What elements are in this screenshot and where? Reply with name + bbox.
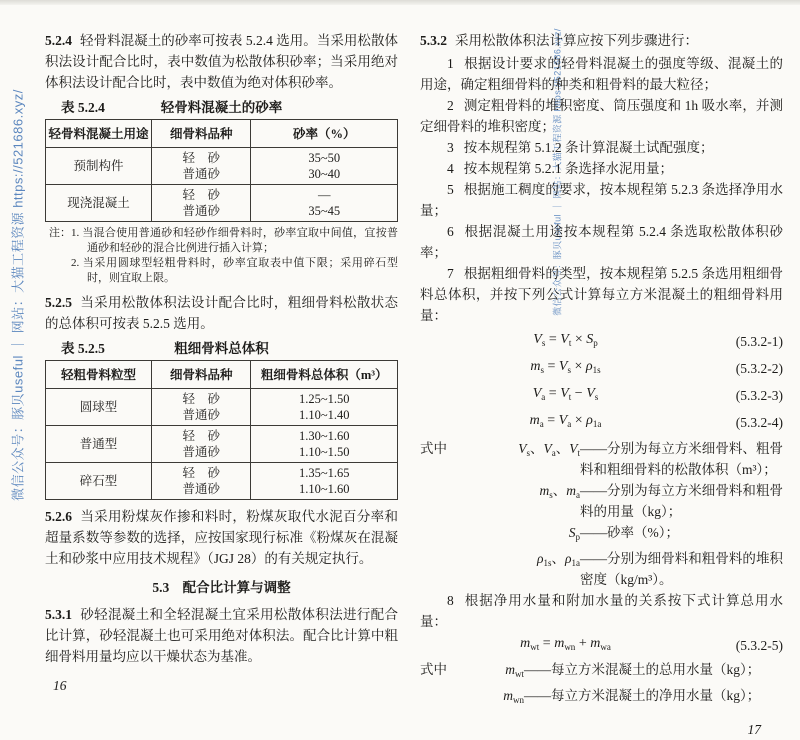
step-6: 6 根据混凝土用途按本规程第 5.2.4 条选取松散体积砂率；: [420, 224, 783, 260]
equation-number: (5.3.2-4): [735, 415, 783, 430]
definition: [420, 685, 783, 711]
cell-fine-aggregate: 轻 砂 普通砂: [152, 463, 251, 500]
section-5-2-4: [45, 30, 398, 93]
step-4: 4 按本规程第 5.2.1 条选择水泥用量；: [447, 161, 673, 176]
table-title: 粗细骨料总体积: [174, 341, 269, 356]
equation-group: [420, 328, 783, 436]
table-header-row: [46, 361, 398, 389]
section-text: 当采用松散体积法设计配合比时，粗细骨料松散状态的总体积可按表 5.2.5 选用。: [45, 295, 398, 331]
cell-shape: 普通型: [46, 426, 152, 463]
equation-5321: [420, 328, 783, 355]
page-number-right: 17: [747, 722, 761, 737]
section-text: 当采用粉煤灰作掺和料时，粉煤灰取代水泥百分率和超量系数等参数的选择，应按国家现行标准《粉煤灰在混凝土和砂浆中应用技术规程》（JGJ 28）的有关规定执行。: [45, 509, 398, 566]
section-5-2-6: [45, 506, 398, 569]
cell-use: 预制构件: [46, 148, 152, 185]
equation-5324: [420, 409, 783, 436]
step-2: 2 测定粗骨料的堆积密度、筒压强度和 1h 吸水率，并测定细骨料的堆积密度；: [420, 98, 783, 134]
col-header: 细骨料品种: [152, 120, 251, 148]
cell-fine-aggregate: 轻 砂 普通砂: [152, 389, 251, 426]
section-number: 5.2.5: [45, 295, 72, 310]
section-5-2-5: [45, 292, 398, 334]
equation-number: (5.3.2-5): [735, 638, 783, 653]
section-number: 5.2.6: [45, 509, 72, 524]
section-text: 采用松散体积法计算应按下列步骤进行：: [455, 33, 698, 48]
table-5-2-4-caption: [45, 97, 398, 119]
step-5: 5 根据施工稠度的要求，按本规程第 5.2.3 条选择净用水量；: [420, 182, 783, 218]
cell-volume: 1.25~1.50 1.10~1.40: [251, 389, 398, 426]
table-label: 表 5.2.5: [61, 341, 105, 356]
cell-shape: 碎石型: [46, 463, 152, 500]
cell-sand-ratio: 35~50 30~40: [251, 148, 398, 185]
note-item: 1. 当混合使用普通砂和轻砂作细骨料时，砂率宜取中间值，宜按普通砂和轻砂的混合比例进行插入计算；: [71, 227, 398, 254]
definition: [420, 548, 783, 590]
definitions-label: 式中: [420, 441, 447, 456]
table-row: [46, 426, 398, 463]
table-row: [46, 389, 398, 426]
def-desc: ——砂率（%）；: [580, 525, 679, 540]
equation-5323: [420, 382, 783, 409]
equation-number: (5.3.2-1): [735, 334, 783, 349]
table-label: 表 5.2.4: [61, 100, 105, 115]
col-header: 砂率（%）: [251, 120, 398, 148]
table-5-2-4: [45, 119, 398, 222]
section-5-3-1: [45, 604, 398, 667]
table-row: [46, 463, 398, 500]
formula: $V_a = V_t - V_s$: [532, 386, 599, 402]
col-header: 粗细骨料总体积（m³）: [251, 361, 398, 389]
table-notes: [45, 226, 398, 286]
table-row: [46, 185, 398, 222]
cell-volume: 1.35~1.65 1.10~1.60: [251, 463, 398, 500]
notes-label: 注：: [49, 227, 71, 239]
equation-number: (5.3.2-2): [735, 361, 783, 376]
page-number-left: 16: [53, 678, 67, 693]
cell-shape: 圆球型: [46, 389, 152, 426]
def-desc: ——分别为细骨料和粗骨料的堆积密度（kg/m³）。: [580, 551, 783, 587]
section-number: 5.2.4: [45, 33, 72, 48]
definition: [420, 480, 783, 522]
page-right: [420, 30, 783, 740]
step-8: 8 根据净用水量和附加水量的关系按下式计算总用水量：: [420, 593, 783, 629]
watermark-right: 微信公众号：豚贝useful ｜ 网站：大猫工程资源 https://521686.xyz/: [552, 28, 563, 316]
step-3: 3 按本规程第 5.1.2 条计算混凝土试配强度；: [447, 140, 714, 155]
scan-edge-artifact: [0, 0, 800, 5]
def-term: $m_s$、$m_a$: [539, 483, 580, 500]
equation-5325: [420, 632, 783, 659]
page-left: [45, 30, 398, 696]
def-desc: ——每立方米混凝土的净用水量（kg）；: [524, 688, 761, 703]
table-title: 轻骨料混凝土的砂率: [160, 100, 283, 115]
table-5-2-5: [45, 360, 398, 500]
section-number: 5.3.1: [45, 607, 72, 622]
section-text: 轻骨料混凝土的砂率可按表 5.2.4 选用。当采用松散体积法设计配合比时，表中数值为松散体积砂率；当采用绝对体积法设计配合比时，表中数值为绝对体积砂率。: [45, 33, 398, 90]
symbol-definitions-2: [420, 659, 783, 711]
table-5-2-5-caption: [45, 338, 398, 360]
step-7: 7 根据粗细骨料的类型，按本规程第 5.2.5 条选用粗细骨料总体积，并按下列公式计算每立方米混凝土的粗细骨料用量：: [420, 266, 783, 323]
cell-fine-aggregate: 轻 砂 普通砂: [152, 148, 251, 185]
heading-5-3: 5.3 配合比计算与调整: [152, 580, 291, 595]
step-1: 1 根据设计要求的轻骨料混凝土的强度等级、混凝土的用途，确定粗细骨料的种类和粗骨料的最大粒径；: [420, 56, 783, 92]
section-number: 5.3.2: [420, 33, 447, 48]
cell-fine-aggregate: 轻 砂 普通砂: [152, 185, 251, 222]
symbol-definitions: [420, 438, 783, 590]
definitions-label: 式中: [420, 662, 447, 677]
def-term: $V_s$、$V_a$、$V_t$: [518, 441, 580, 458]
formula: $V_s = V_t \times S_p$: [533, 332, 598, 348]
table-row: [46, 148, 398, 185]
note-item: 2. 当采用圆球型轻粗骨料时，砂率宜取表中值下限；采用碎石型时，则宜取上限。: [71, 257, 398, 284]
definition: [420, 438, 783, 480]
def-desc: ——每立方米混凝土的总用水量（kg）；: [524, 662, 761, 677]
section-text: 砂轻混凝土和全轻混凝土宜采用松散体积法进行配合比计算，砂轻混凝土也可采用绝对体积法。配合比计算中粗细骨料用量均应以干燥状态为基准。: [45, 607, 398, 664]
cell-fine-aggregate: 轻 砂 普通砂: [152, 426, 251, 463]
def-term: $m_{wn}$: [503, 688, 524, 705]
watermark-left: 微信公众号：豚贝useful ｜ 网站：大猫工程资源 https://521686.xyz/: [10, 89, 26, 501]
cell-volume: 1.30~1.60 1.10~1.50: [251, 426, 398, 463]
col-header: 细骨料品种: [152, 361, 251, 389]
def-term: $\rho_{1s}$、$\rho_{1a}$: [537, 551, 580, 568]
cell-use: 现浇混凝土: [46, 185, 152, 222]
col-header: 轻粗骨料粒型: [46, 361, 152, 389]
def-desc: ——分别为每立方米细骨料和粗骨料的用量（kg）；: [580, 483, 783, 519]
formula: $m_a = V_a \times \rho_{1a}$: [529, 413, 602, 429]
col-header: 轻骨料混凝土用途: [46, 120, 152, 148]
formula: $m_s = V_s \times \rho_{1s}$: [530, 359, 601, 375]
definition: [420, 659, 783, 685]
formula: $m_{wt} = m_{wn} + m_{wa}$: [520, 636, 611, 652]
equation-5322: [420, 355, 783, 382]
def-desc: ——分别为每立方米细骨料、粗骨料和粗细骨料的松散体积（m³）；: [580, 441, 783, 477]
def-term: $S_p$: [568, 525, 580, 542]
table-header-row: [46, 120, 398, 148]
cell-sand-ratio: — 35~45: [251, 185, 398, 222]
section-5-3-2: [420, 30, 783, 51]
def-term: $m_{wt}$: [505, 662, 524, 679]
definition: [420, 522, 783, 548]
equation-number: (5.3.2-3): [735, 388, 783, 403]
